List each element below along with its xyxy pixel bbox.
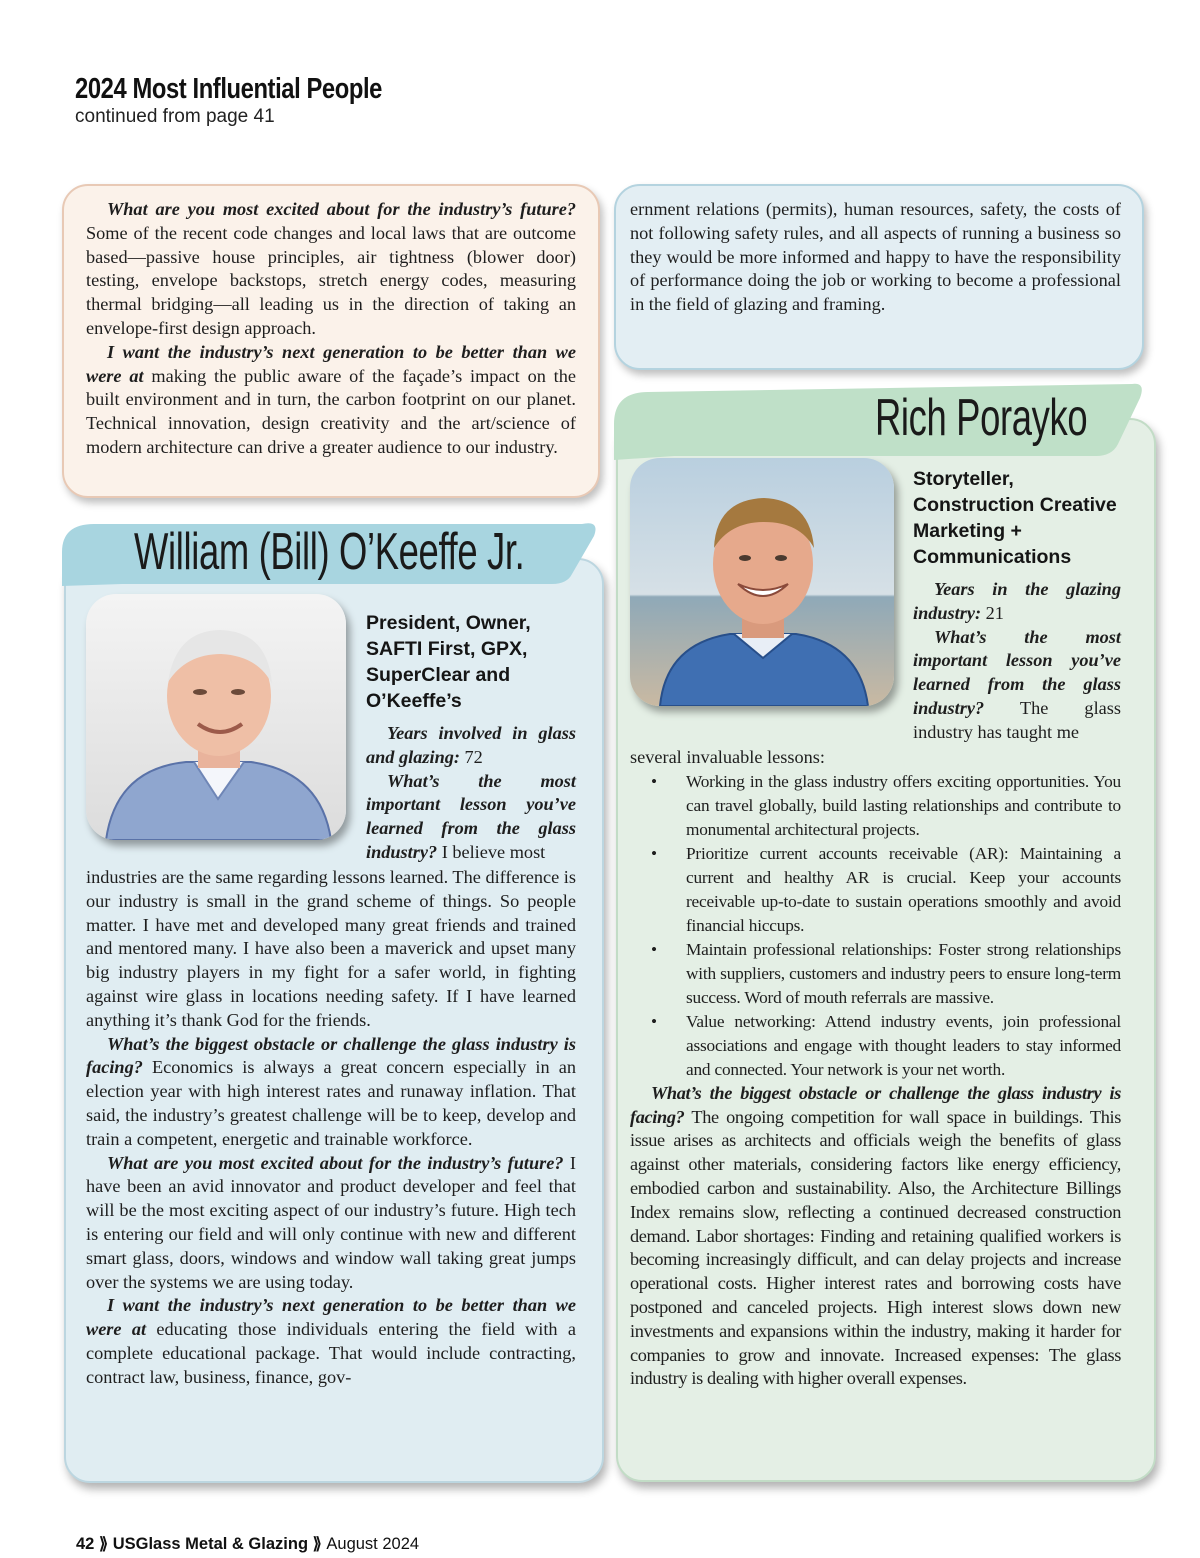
- issue-date: August 2024: [326, 1535, 420, 1553]
- page-title: 2024 Most Influential People: [75, 73, 382, 105]
- answer: I believe most: [437, 841, 546, 862]
- continued-note: continued from page 41: [75, 106, 275, 127]
- answer: several invaluable lessons:: [630, 747, 825, 767]
- question: What’s the most important lesson you’ve learned from the glass industry?: [366, 770, 576, 862]
- job-title: Storyteller, Construction Creative Marketing + Communications: [913, 468, 1117, 568]
- question: I want the industry’s next generation to be better than we were at: [86, 341, 576, 386]
- answer: 21: [981, 602, 1004, 623]
- person-name: William (Bill) O’Keeffe Jr.: [134, 523, 525, 581]
- continued-paragraph: ernment relations (permits), human resources, safety, the costs of not following safety rules, and all aspects of running a business so they would be more informed and happy to have the responsibility of performance doing the job or working to become a professional in the field of glazing and framing.: [630, 199, 1121, 315]
- person-name: Rich Porayko: [875, 389, 1088, 447]
- portrait-okeeffe-image: [86, 594, 346, 840]
- list-item: • Maintain professional relationships: Foster strong relationships with suppliers, customers and industry peers to ensure long-term success. Word of mouth referrals are massive.: [686, 938, 1121, 1010]
- question: What are you most excited about for the industry’s future?: [107, 1152, 564, 1173]
- lessons-list: [630, 770, 1121, 1082]
- separator: ⟫: [308, 1535, 327, 1553]
- okeeffe-body: [86, 866, 576, 1390]
- page-header: [75, 72, 449, 128]
- answer: I have been an avid innovator and product developer and feel that will be the most exciting aspect of our industry’s future. High tech is entering our field and will only continue with new and different smart glass, doors, windows and window wall taking great jumps over the systems we are using today.: [86, 1152, 576, 1292]
- answer: industries are the same regarding lessons learned. The difference is our industry is small in the grand scheme of things. So people matter. I have met and developed many great friends and trained and mentored many. I have also been a maverick and upset many big industry players in my fight for a safer world, in fighting against wire glass in locations needing safety. If I have learned anything it’s thank God for the friends.: [86, 867, 576, 1030]
- answer: educating those individuals entering the field with a complete educational package. That would include contracting, contract law, business, finance, gov-: [86, 1319, 576, 1387]
- portrait-porayko: [630, 458, 894, 706]
- answer: The glass industry has taught me: [913, 697, 1121, 742]
- answer: 72: [459, 746, 483, 767]
- question: What’s the biggest obstacle or challenge the glass industry is facing?: [630, 1082, 1121, 1127]
- list-item: • Working in the glass industry offers exciting opportunities. You can travel globally, build lasting relationships and contribute to monumental architectural projects.: [686, 770, 1121, 842]
- separator: ⟫: [94, 1535, 113, 1553]
- magazine-name: USGlass Metal & Glazing: [112, 1535, 309, 1553]
- previous-profile-text: [86, 198, 576, 460]
- question: What’s the most important lesson you’ve learned from the glass industry?: [913, 626, 1121, 718]
- continued-text: [630, 198, 1121, 317]
- question: Years involved in glass and glazing:: [366, 723, 576, 767]
- answer: The ongoing competition for wall space in buildings. This issue arises as architects and officials weigh the benefits of glass against other materials, considering factors like energy efficiency, embodied carbon and sustainability. Also, the Architecture Billings Index remains slow, reflecting a continued decreased construction demand. Labor shortages: Finding and retaining qualified workers is becoming increasingly difficult, and can delay projects and increase operational costs. Higher interest rates and borrowing costs have postponed and canceled projects. High interest slows down new investments and expansions within the industry, making it harder for companies to grow and innovate. Increased expenses: The glass industry is dealing with higher overall expenses.: [630, 1106, 1121, 1389]
- porayko-intro-column: [913, 578, 1121, 745]
- answer: Some of the recent code changes and local laws that are outcome based—passive house principles, air tightness (blower door) testing, envelope backstops, stretch energy codes, measuring thermal bridging—all leading us in the direction of taking an envelope-first design approach.: [86, 222, 576, 338]
- question: I want the industry’s next generation to be better than we were at: [86, 1295, 576, 1340]
- question: Years in the glazing industry:: [913, 579, 1121, 623]
- question: What’s the biggest obstacle or challenge the glass industry is facing?: [86, 1033, 576, 1078]
- job-title: President, Owner, SAFTI First, GPX, SuperClear and O’Keeffe’s: [366, 612, 531, 712]
- page-footer: [76, 1534, 419, 1554]
- porayko-body: [630, 746, 1121, 1391]
- answer: making the public aware of the façade’s impact on the built environment and in turn, the carbon footprint on our planet. Technical innovation, design creativity and the art/science of modern architecture can drive a greater audience to our industry.: [86, 365, 576, 457]
- list-item: • Prioritize current accounts receivable (AR): Maintaining a current and healthy AR is crucial. Keep your accounts receivable up-to-date to sustain operations smoothly and avoid financial hiccups.: [686, 842, 1121, 938]
- portrait-porayko-image: [630, 458, 894, 706]
- answer: Economics is always a great concern especially in an election year with high interest rates and runaway inflation. That said, the industry’s greatest challenge will be to keep, develop and train a competent, energetic and trainable workforce.: [86, 1057, 576, 1149]
- okeeffe-intro-column: [366, 722, 576, 865]
- page-number: 42: [76, 1535, 95, 1553]
- question: What are you most excited about for the industry’s future?: [107, 199, 576, 219]
- list-item: • Value networking: Attend industry events, join professional associations and engage with thought leaders to stay informed and connected. Your network is your net worth.: [686, 1010, 1121, 1082]
- portrait-okeeffe: [86, 594, 346, 840]
